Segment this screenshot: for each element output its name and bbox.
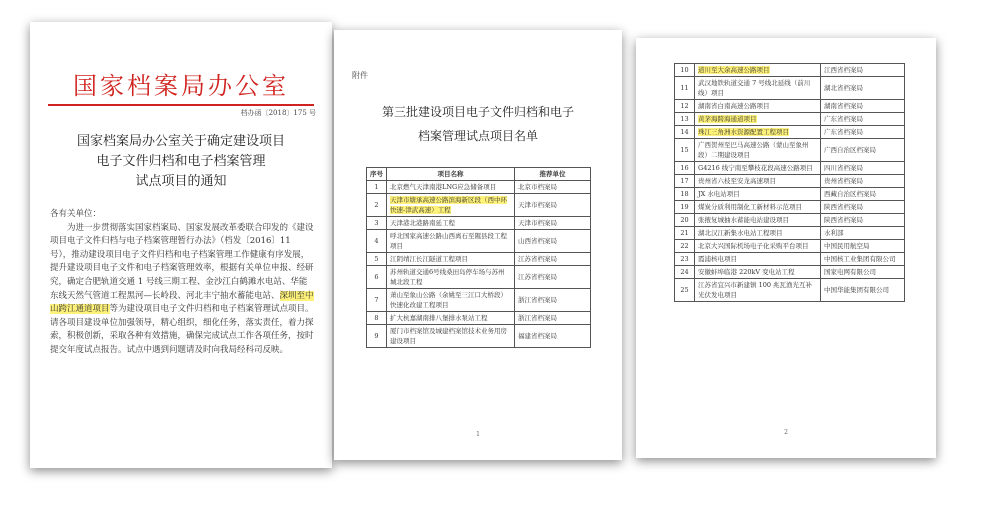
- table-row: [675, 126, 905, 139]
- table-row: [367, 289, 591, 312]
- row-number: 17: [675, 175, 695, 188]
- project-name-cell: [387, 253, 515, 266]
- recommending-unit: 浙江省档案局: [515, 289, 591, 312]
- project-table: [366, 167, 591, 348]
- table-row: [675, 188, 905, 201]
- body-paragraph: [50, 222, 314, 358]
- table-row: [675, 266, 905, 279]
- row-number: 14: [675, 126, 695, 139]
- recommending-unit: 陕西省档案局: [821, 214, 905, 227]
- row-number: 10: [675, 64, 695, 77]
- row-number: 9: [367, 325, 387, 348]
- list-page-1: [334, 30, 622, 460]
- recommending-unit: 江苏省档案局: [515, 253, 591, 266]
- highlighted-project-name: 道川至大余高速公路项目: [698, 66, 770, 74]
- project-name: 贵州省六枝至安龙高速项目: [698, 177, 776, 185]
- recommending-unit: 广西自治区档案局: [821, 139, 905, 162]
- recommending-unit: 天津市档案局: [515, 194, 591, 217]
- notice-page: [30, 22, 332, 468]
- salutation: 各有关单位：: [50, 209, 102, 219]
- page-number: 2: [784, 429, 788, 436]
- project-name-cell: [387, 289, 515, 312]
- recommending-unit: 湖南省档案局: [821, 100, 905, 113]
- recommending-unit: 西藏自治区档案局: [821, 188, 905, 201]
- recommending-unit: 浙江省档案局: [515, 312, 591, 325]
- project-name-cell: [387, 217, 515, 230]
- project-name-cell: [695, 201, 821, 214]
- attachment-label: 附件: [352, 71, 368, 80]
- project-name-cell: [387, 325, 515, 348]
- row-number: 1: [367, 181, 387, 194]
- row-number: 19: [675, 201, 695, 214]
- row-number: 15: [675, 139, 695, 162]
- table-row: [367, 266, 591, 289]
- recommending-unit: 广东省档案局: [821, 113, 905, 126]
- row-number: 20: [675, 214, 695, 227]
- row-number: 4: [367, 230, 387, 253]
- highlighted-project: 深圳至中山跨江通道项目: [50, 290, 314, 315]
- table-row: [675, 64, 905, 77]
- table-row: [675, 100, 905, 113]
- issuing-office-header: 国家档案局办公室: [73, 72, 289, 100]
- project-name-cell: [695, 214, 821, 227]
- row-number: 23: [675, 253, 695, 266]
- project-table-continued: [674, 63, 905, 302]
- project-name-cell: [695, 113, 821, 126]
- project-name: 湖北汉江新集水电站工程项目: [698, 229, 783, 237]
- title-line: 第三批建设项目电子文件归档和电子: [381, 105, 574, 119]
- recommending-unit: 国家电网有限公司: [821, 266, 905, 279]
- project-name-cell: [695, 77, 821, 100]
- project-name: 北京大兴国际机场电子化采购平台项目: [698, 242, 809, 250]
- row-number: 3: [367, 217, 387, 230]
- project-name: 霞浦核电项目: [698, 255, 737, 263]
- project-name: 广西贺州至巴马高速公路（蒙山至象州段）二期建设项目: [698, 141, 809, 159]
- recommending-unit: 中国民用航空局: [821, 240, 905, 253]
- table-row: [675, 201, 905, 214]
- project-name: 天津港北港路南延工程: [390, 219, 455, 227]
- row-number: 13: [675, 113, 695, 126]
- project-name: 武汉地铁轨道交通 7 号线北延线（前川线）项目: [698, 79, 811, 97]
- row-number: 11: [675, 77, 695, 100]
- row-number: 6: [367, 266, 387, 289]
- project-name-cell: [695, 266, 821, 279]
- table-row: [675, 162, 905, 175]
- recommending-unit: 天津市档案局: [515, 217, 591, 230]
- table-row: [675, 77, 905, 100]
- table-row: [367, 181, 591, 194]
- table-row: [367, 230, 591, 253]
- project-name: 安徽蚌埠临港 220kV 变电站工程: [698, 268, 795, 276]
- table-row: [675, 175, 905, 188]
- notice-title: [30, 132, 332, 192]
- header-name: 项目名称: [387, 168, 515, 181]
- recommending-unit: 湖北省档案局: [821, 77, 905, 100]
- title-line: 试点项目的通知: [135, 174, 227, 189]
- project-name-cell: [695, 126, 821, 139]
- body-text-before: 为进一步贯彻落实国家档案局、国家发展改革委联合印发的《建设项目电子文件归档与电子档案管理暂行办法》（档发〔2016〕11 号），推动建设项目电子文件归档和电子档案管理工作健康有序发展，提升建设项目电子文件和电子档案管理效率，根据有关单位申报、经研究，确定合肥轨道交通 1 号线三期工程、金沙江白鹤滩水电站、华能东线天然气管道工程黑河—长岭段、河北丰宁抽水蓄能电站、: [50, 222, 314, 301]
- project-name-cell: [695, 139, 821, 162]
- table-row: [675, 253, 905, 266]
- recommending-unit: 江苏省档案局: [515, 266, 591, 289]
- recommending-unit: 陕西省档案局: [821, 201, 905, 214]
- row-number: 5: [367, 253, 387, 266]
- title-line: 档案管理试点项目名单: [417, 129, 538, 143]
- table-row: [675, 113, 905, 126]
- project-name-cell: [695, 162, 821, 175]
- project-name-cell: [387, 312, 515, 325]
- table-row: [675, 227, 905, 240]
- project-name: 厦门市档案馆及城建档案馆技术业务用房建设项目: [390, 327, 507, 345]
- project-name: 扩大杭嘉湖南排八堡排水泵站工程: [390, 314, 488, 322]
- red-divider-line: [48, 104, 314, 106]
- project-name: 北京燃气天津南港LNG应急储备项目: [390, 183, 497, 191]
- row-number: 16: [675, 162, 695, 175]
- table-row: [675, 240, 905, 253]
- title-line: 国家档案局办公室关于确定建设项目: [76, 134, 285, 149]
- project-name: 苏州轨道交通6号线桑田岛停车场与苏州城北段工程: [390, 268, 505, 286]
- document-number: 档办函〔2018〕175 号: [240, 109, 316, 117]
- project-name: G4216 线宁南至攀枝花段高速公路项目: [698, 164, 813, 172]
- project-name-cell: [695, 64, 821, 77]
- row-number: 25: [675, 279, 695, 302]
- project-name: 张掖复城抽水蓄能电站建设项目: [698, 216, 789, 224]
- recommending-unit: 贵州省档案局: [821, 175, 905, 188]
- project-name: 呼北国家高速公路山西离石至隰县段工程项目: [390, 232, 507, 250]
- project-name: 煤炭分质利用制化工新材料示范项目: [698, 203, 802, 211]
- table-row: [675, 279, 905, 302]
- highlighted-project-name: 天津市塘承高速公路滨海新区段（西中环快速-津武高速）工程: [390, 196, 507, 214]
- recommending-unit: 中国核工业集团有限公司: [821, 253, 905, 266]
- project-name-cell: [387, 181, 515, 194]
- project-name: 萧山至象山公路（余姚至三江口大桥段）快速化改建工程项目: [390, 291, 507, 309]
- recommending-unit: 福建省档案局: [515, 325, 591, 348]
- highlighted-project-name: 黄茅海跨海通道项目: [698, 115, 757, 123]
- row-number: 2: [367, 194, 387, 217]
- table-row: [675, 214, 905, 227]
- project-name: 江阴靖江长江隧道工程项目: [390, 255, 468, 263]
- project-name-cell: [695, 279, 821, 302]
- project-name-cell: [695, 227, 821, 240]
- project-name-cell: [695, 175, 821, 188]
- list-title: [334, 100, 622, 148]
- project-name-cell: [387, 230, 515, 253]
- project-name: JX 水电站项目: [698, 190, 740, 198]
- project-name-cell: [695, 188, 821, 201]
- page-number: 1: [476, 431, 480, 438]
- row-number: 12: [675, 100, 695, 113]
- table-row: [367, 325, 591, 348]
- row-number: 8: [367, 312, 387, 325]
- table-row: [367, 194, 591, 217]
- recommending-unit: 北京市档案局: [515, 181, 591, 194]
- title-line: 电子文件归档和电子档案管理: [96, 154, 266, 169]
- recommending-unit: 四川省档案局: [821, 162, 905, 175]
- list-page-2: [636, 38, 936, 458]
- row-number: 24: [675, 266, 695, 279]
- table-header-row: [367, 168, 591, 181]
- notice-body: [50, 208, 314, 358]
- row-number: 22: [675, 240, 695, 253]
- recommending-unit: 水利部: [821, 227, 905, 240]
- row-number: 18: [675, 188, 695, 201]
- project-name: 湖南省白南高速公路项目: [698, 102, 770, 110]
- row-number: 7: [367, 289, 387, 312]
- project-name: 江苏省宜兴市新建镇 100 兆瓦渔光互补光伏发电项目: [698, 281, 813, 299]
- recommending-unit: 广东省档案局: [821, 126, 905, 139]
- recommending-unit: 中国华能集团有限公司: [821, 279, 905, 302]
- recommending-unit: 江西省档案局: [821, 64, 905, 77]
- project-name-cell: [695, 253, 821, 266]
- table-row: [675, 139, 905, 162]
- project-name-cell: [695, 240, 821, 253]
- header-no: 序号: [367, 168, 387, 181]
- table-row: [367, 217, 591, 230]
- project-name-cell: [695, 100, 821, 113]
- table-row: [367, 253, 591, 266]
- header-unit: 推荐单位: [515, 168, 591, 181]
- body-text-after: 等为建设项目电子文件归档和电子档案管理试点项目。请各项目建设单位加强领导，精心组织，细化任务，落实责任，着力探索，积极创新，采取各种有效措施，确保完成试点工作各项任务，按时提交年度试点报告。试点中遇到问题请及时向我局经科司反映。: [50, 304, 314, 355]
- project-name-cell: [387, 266, 515, 289]
- recommending-unit: 山西省档案局: [515, 230, 591, 253]
- project-name-cell: [387, 194, 515, 217]
- row-number: 21: [675, 227, 695, 240]
- highlighted-project-name: 珠江三角洲水资源配置工程项目: [698, 128, 789, 136]
- table-row: [367, 312, 591, 325]
